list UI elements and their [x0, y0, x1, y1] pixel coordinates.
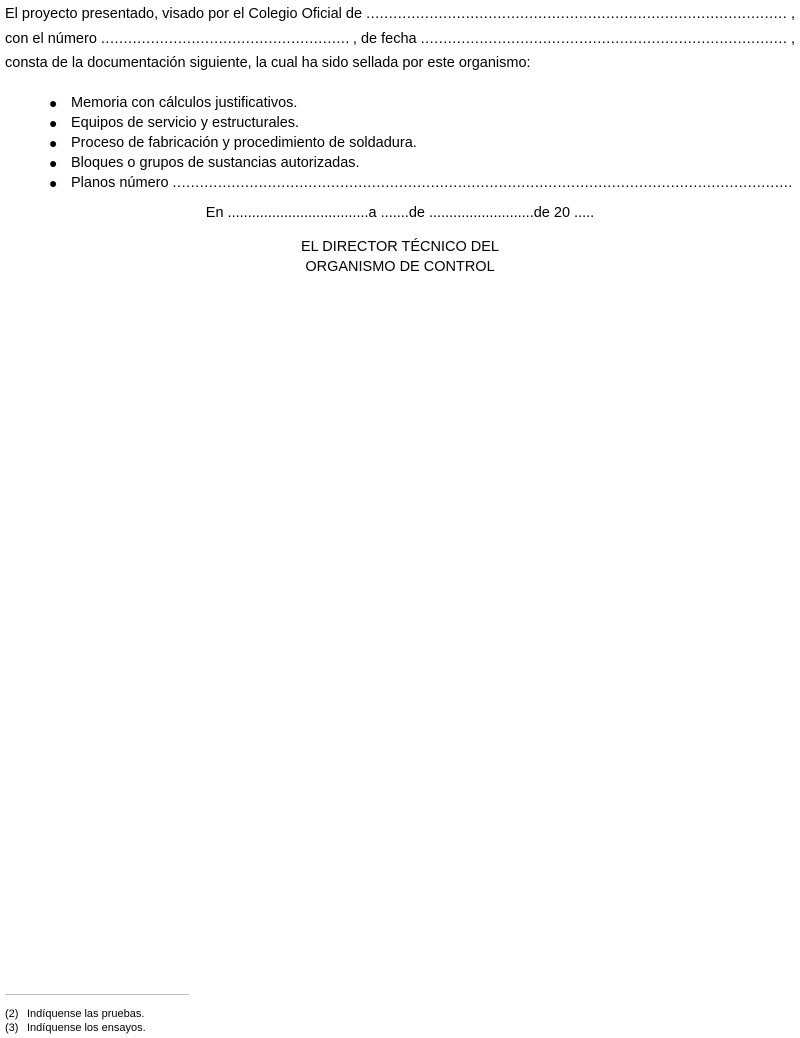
bullet-icon: ●	[49, 175, 58, 191]
paragraph-line-1	[5, 5, 795, 23]
footnote-text: Indíquense los ensayos.	[27, 1022, 146, 1034]
footnote-text: Indíquense las pruebas.	[27, 1008, 145, 1020]
list-item: ● Proceso de fabricación y procedimiento de soldadura.	[49, 135, 417, 151]
fill-in-dots	[101, 30, 349, 48]
list-item: ● Bloques o grupos de sustancias autorizadas.	[49, 155, 360, 171]
fill-in-dots	[421, 30, 787, 48]
list-item: ● Memoria con cálculos justificativos.	[49, 95, 298, 111]
list-item: ● Planos número .....	[49, 173, 791, 193]
paragraph-text: con el número	[5, 31, 97, 47]
paragraph-text: El proyecto presentado, visado por el Colegio Oficial de	[5, 6, 363, 22]
paragraph-line-3	[5, 54, 531, 72]
date-line: En ...................................a .......de ..........................de 20 .....	[205, 205, 595, 221]
fill-in-dots	[173, 173, 791, 193]
fill-in-dots	[366, 5, 787, 23]
documentation-list	[49, 93, 791, 193]
paragraph-text: , de fecha	[352, 31, 417, 47]
signature-title-line-2: ORGANISMO DE CONTROL	[305, 259, 495, 275]
list-item: ● Equipos de servicio y estructurales.	[49, 115, 300, 131]
bullet-icon: ●	[49, 95, 58, 111]
footnote-divider	[5, 994, 189, 995]
bullet-icon: ●	[49, 135, 58, 151]
punctuation: ,	[790, 31, 795, 47]
punctuation: ,	[790, 6, 795, 22]
footnote	[5, 1022, 146, 1035]
footnote-number: (3)	[5, 1022, 19, 1034]
footnote-number: (2)	[5, 1008, 19, 1020]
paragraph-text: consta de la documentación siguiente, la cual ha sido sellada por este organismo:	[5, 55, 531, 71]
bullet-icon: ●	[49, 115, 58, 131]
paragraph-line-2	[5, 30, 795, 48]
signature-title-line-1: EL DIRECTOR TÉCNICO DEL	[301, 239, 499, 255]
footnote	[5, 1008, 144, 1021]
bullet-icon: ●	[49, 155, 58, 171]
